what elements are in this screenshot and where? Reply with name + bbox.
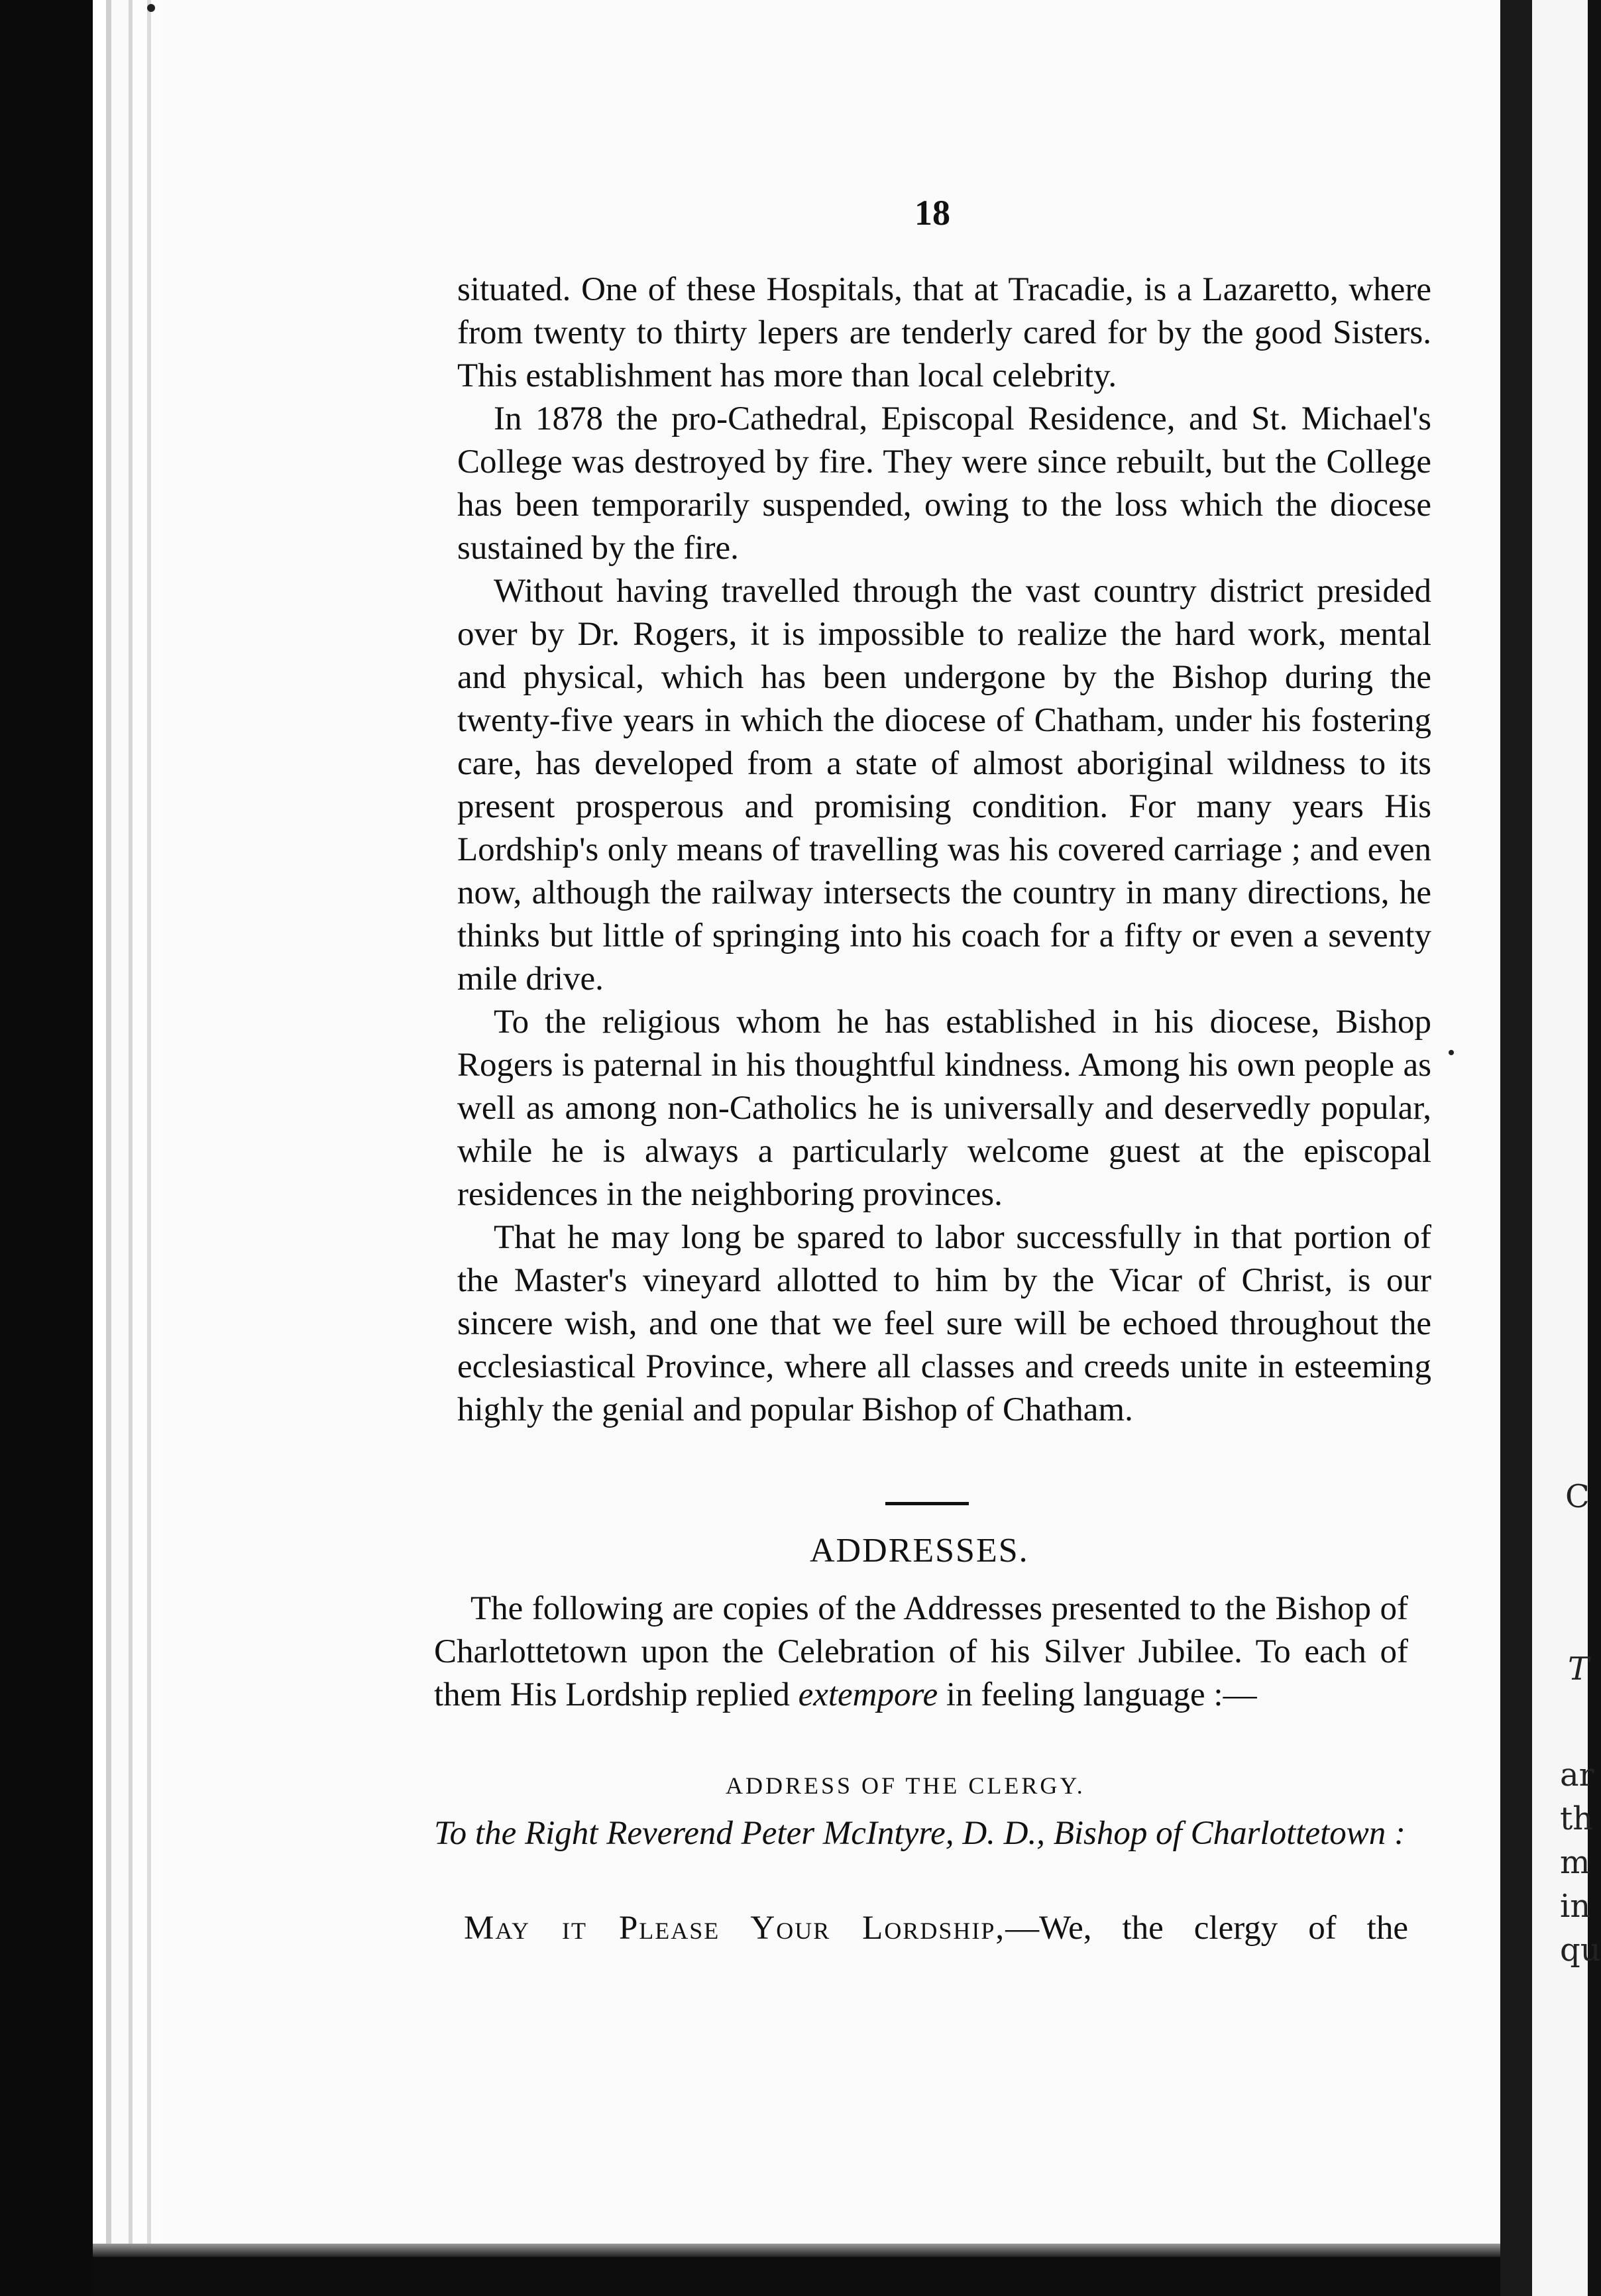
facing-page-letter: qu [1560,1931,1601,1969]
facing-page-letter: m [1560,1844,1590,1881]
ink-speck [147,4,155,12]
address-recipient: To the Right Reverend Peter McIntyre, D. D., Bishop of Charlottetown : [434,1815,1406,1852]
salutation-rest: —We, the clergy of the [1005,1910,1408,1947]
facing-page-letter: ar [1560,1756,1594,1794]
gutter [1500,0,1532,2296]
page-edge [133,0,147,2250]
section-heading: ADDRESSES. [810,1532,1029,1570]
body-text [457,268,1431,1432]
page-number: 18 [914,193,950,233]
intro-text-end: in feeling language :— [938,1676,1257,1713]
paragraph [434,1587,1408,1717]
salutation-line [464,1909,1408,1947]
facing-page-letter: C [1565,1478,1590,1515]
paragraph: Without having travelled through the vast country district presided over by Dr. Rogers, it is impossible to realize the hard work, mental and physical, which has been undergone by the Bishop during the twenty-five years in which the diocese of Chatham, under his fostering care, has developed from a state of almost aboriginal wildness to its present prosperous and promising condition. For many years His Lordship's only means of travelling was his covered carriage ; and even now, although the railway intersects the country in many directions, he thinks but little of springing into his coach for a fifty or even a seventy mile drive. [457,573,1431,998]
page-edge [151,0,162,2250]
intro-italic: extempore [798,1676,938,1713]
paragraph: situated. One of these Hospitals, that at Tracadie, is a Lazaretto, where from twenty to thirty lepers are tenderly cared for by the good Sisters. This establishment has more than local celebrity. [457,271,1431,394]
ink-speck [1449,1050,1454,1055]
facing-page-letter: in [1560,1888,1591,1925]
page-bottom-shadow [93,2244,1500,2257]
scan-left-margin [0,0,93,2296]
salutation: May it Please Your Lordship, [464,1910,1006,1947]
paragraph: In 1878 the pro-Cathedral, Episcopal Residence, and St. Michael's College was destroyed by fire. They were since rebuilt, but the College has been temporarily suspended, owing to the loss which the diocese sustained by the fire. [457,400,1431,567]
facing-page-letter: T [1568,1650,1590,1688]
page-edge [111,0,129,2250]
section-divider [885,1502,969,1505]
paragraph: To the religious whom he has established in his diocese, Bishop Rogers is paternal in his thoughtful kindness. Among his own people as well as among non-Catholics he is universally and deservedly popular, while he is always a particularly welcome guest at the episcopal residences in the neighboring provinces. [457,1004,1431,1213]
address-heading: ADDRESS OF THE CLERGY. [726,1772,1085,1799]
intro-text: The following are copies of the Addresses presented to the Bishop of Charlottetown upon the Celebration of his Silver Jubilee. To each of them His Lordship replied [434,1590,1408,1713]
page-edge [93,0,106,2250]
addresses-intro [434,1587,1408,1717]
paragraph: That he may long be spared to labor successfully in that portion of the Master's vineyard allotted to him by the Vicar of Christ, is our sincere wish, and one that we feel sure will be echoed throughout the ecclesiastical Province, where all classes and creeds unite in esteeming highly the genial and popular Bishop of Chatham. [457,1219,1431,1428]
page-edge [106,0,111,2250]
facing-page-letter: th [1560,1800,1594,1837]
